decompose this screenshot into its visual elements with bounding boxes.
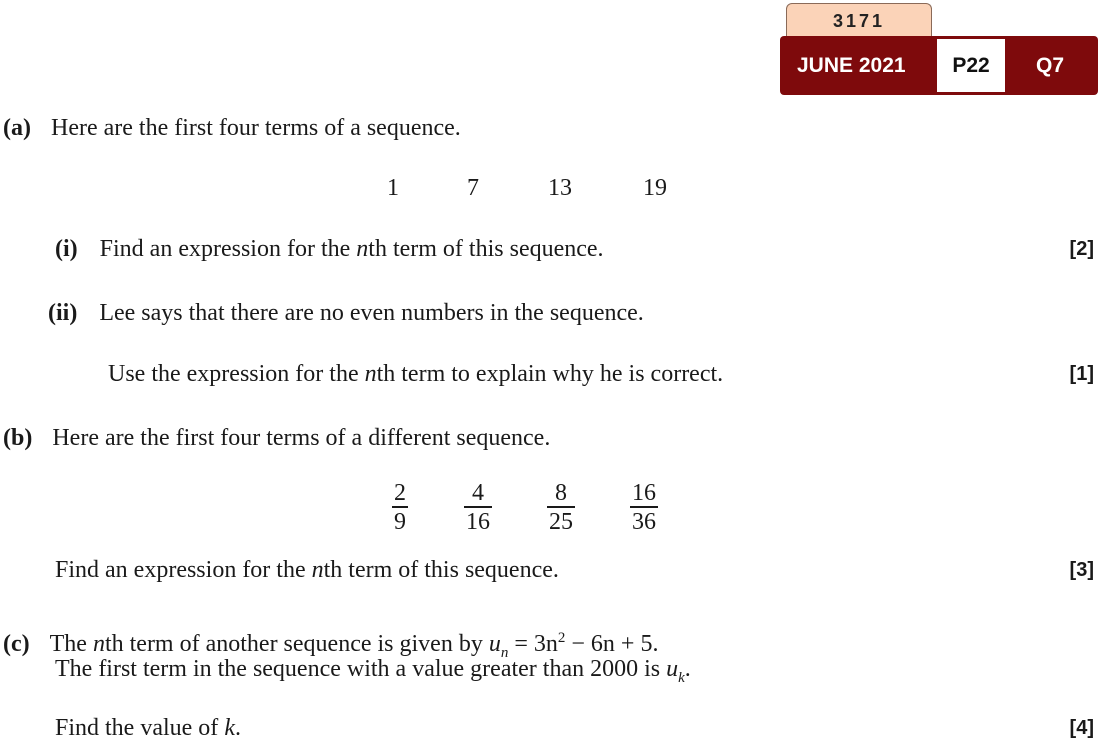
part-b-question (55, 556, 559, 584)
part-b-intro: Here are the first four terms of a different sequence. (52, 425, 551, 451)
fraction-3-numerator: 8 (555, 480, 567, 506)
part-a-ii-text2-end: th term to explain why he is correct. (376, 361, 724, 387)
part-b-text-end: th term of this sequence. (323, 557, 559, 583)
part-a-ii-question (48, 299, 644, 327)
fraction-2-numerator: 4 (472, 480, 484, 506)
paper-number: P22 (937, 39, 1005, 92)
part-c-line2-end: . (684, 656, 691, 682)
sequence-term-4: 19 (643, 175, 667, 201)
fraction-4 (630, 480, 658, 535)
part-c-label: (c) (3, 631, 30, 657)
part-b-heading (3, 424, 550, 452)
fraction-1-denominator: 9 (394, 508, 406, 535)
part-c-text-start: The (49, 631, 93, 657)
fraction-1-numerator: 2 (394, 480, 406, 506)
part-a-i-text-start: Find an expression for the (99, 236, 357, 262)
part-c-line3-end: . (234, 715, 241, 741)
question-number: Q7 (1036, 54, 1065, 77)
fraction-1-bar (392, 506, 408, 508)
part-a-i-label: (i) (55, 236, 78, 262)
part-c-u2: u (666, 656, 679, 682)
fraction-3-bar (547, 506, 575, 508)
part-c-line2-text: The first term in the sequence with a value greater than 2000 is (55, 656, 667, 682)
part-c-formula-end: − 6n + 5. (565, 631, 659, 657)
exam-banner (780, 36, 1098, 95)
part-a-ii-n: n (364, 361, 377, 387)
part-a-ii-text2-start: Use the expression for the (108, 361, 365, 387)
part-c-line3-text: Find the value of (55, 715, 225, 741)
sequence-term-2: 7 (467, 175, 479, 201)
part-a-ii-instruction (108, 360, 723, 388)
part-b-label: (b) (3, 425, 33, 451)
part-a-ii-marks: [1] (1069, 363, 1094, 385)
fraction-1 (392, 480, 408, 535)
part-c-exponent: 2 (557, 630, 566, 646)
part-b-marks: [3] (1069, 559, 1094, 581)
part-a-heading (3, 114, 461, 142)
sequence-term-1: 1 (387, 175, 399, 201)
fraction-3 (547, 480, 575, 535)
part-a-i-n: n (356, 236, 369, 262)
part-c-u-subscript: n (500, 644, 509, 661)
part-a-i-question (55, 235, 604, 263)
fraction-4-bar (630, 506, 658, 508)
fraction-4-denominator: 36 (632, 508, 656, 535)
part-c-formula: = 3n (508, 631, 558, 657)
part-a-label: (a) (3, 115, 31, 141)
part-a-i-text-end: th term of this sequence. (368, 236, 604, 262)
paper-code-tab (786, 3, 932, 37)
paper-code: 3171 (832, 11, 886, 31)
exam-date: JUNE 2021 (797, 54, 906, 77)
part-c-k: k (224, 715, 235, 741)
part-a-ii-text: Lee says that there are no even numbers in the sequence. (99, 300, 644, 326)
part-c-line-2 (55, 655, 691, 692)
part-a-intro: Here are the first four terms of a sequence. (50, 115, 461, 141)
part-b-text-start: Find an expression for the (55, 557, 312, 583)
part-b-n: n (311, 557, 324, 583)
part-a-ii-label: (ii) (48, 300, 78, 326)
part-c-u: u (488, 631, 501, 657)
part-c-line-3 (55, 714, 241, 742)
part-c-n: n (92, 631, 105, 657)
part-c-marks: [4] (1069, 717, 1094, 739)
fraction-2-bar (464, 506, 492, 508)
fraction-3-denominator: 25 (549, 508, 573, 535)
part-c-k-subscript: k (678, 669, 685, 686)
part-c-text-mid: th term of another sequence is given by (104, 631, 489, 657)
fraction-4-numerator: 16 (632, 480, 656, 506)
fraction-2-denominator: 16 (466, 508, 490, 535)
part-a-i-marks: [2] (1069, 238, 1094, 260)
fraction-2 (464, 480, 492, 535)
sequence-term-3: 13 (548, 175, 572, 201)
